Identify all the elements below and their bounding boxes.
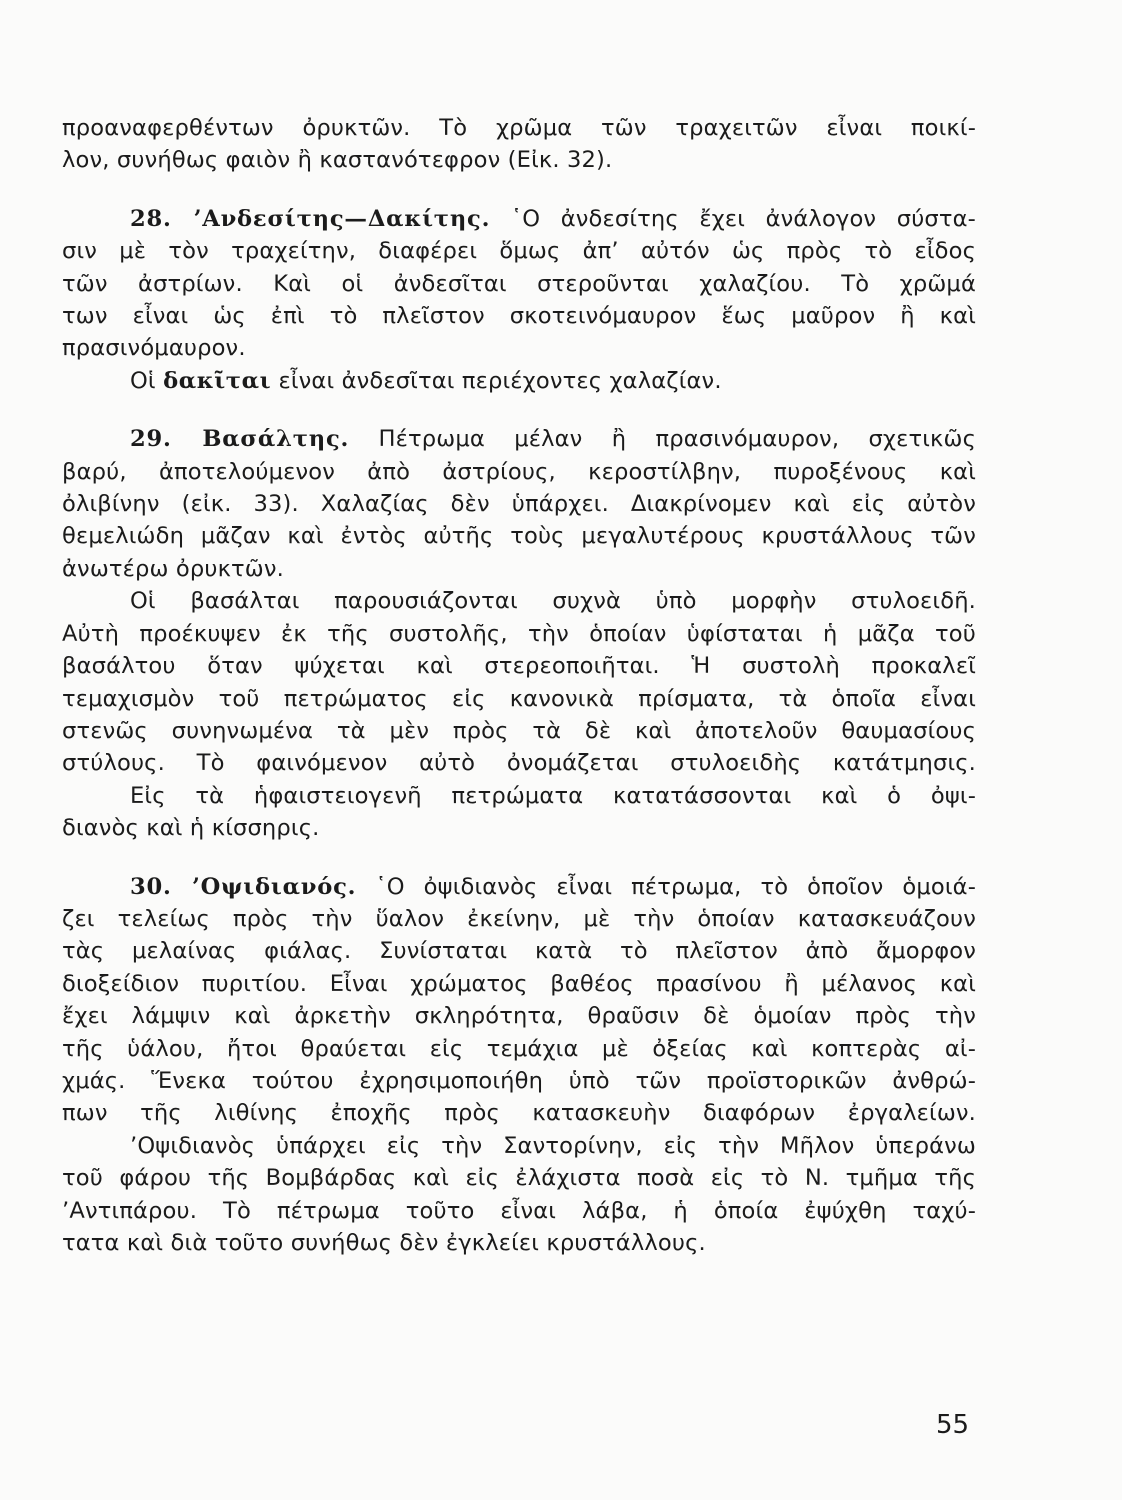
text-line: ’Αντιπάρου. Τὸ πέτρωμα τοῦτο εἶναι λάβα, ἡ ὁποία ἐψύχθη ταχύ- bbox=[62, 1197, 976, 1224]
text-line: διανὸς καὶ ἡ κίσσηρις. bbox=[62, 815, 320, 842]
page-number: 55 bbox=[936, 1410, 970, 1440]
section-30-first-line bbox=[62, 871, 976, 903]
text-span: ῾Ο ἀνδεσίτης ἔχει ἀνάλογον σύστα- bbox=[510, 205, 976, 232]
section-gap bbox=[62, 177, 976, 203]
section-28-first-line bbox=[62, 203, 976, 235]
dacite-line bbox=[62, 365, 976, 397]
section-30-heading: 30. ’Οψιδιανός. bbox=[130, 873, 357, 900]
text-span: εἶναι ἀνδεσῖται περιέχοντες χαλαζίαν. bbox=[278, 367, 722, 394]
text-line: πων τῆς λιθίνης ἐποχῆς πρὸς κατασκευὴν διαφόρων ἐργαλείων. bbox=[62, 1100, 976, 1127]
text-line: των εἶναι ὡς ἐπὶ τὸ πλεῖστον σκοτεινόμαυρον ἕως μαῦρον ἢ καὶ bbox=[62, 303, 976, 330]
text-line: τῆς ὑάλου, ἤτοι θραύεται εἰς τεμάχια μὲ ὀξείας καὶ κοπτερὰς αἰ- bbox=[62, 1035, 976, 1062]
text-line: Εἰς τὰ ἡφαιστειογενῆ πετρώματα κατατάσσονται καὶ ὁ ὀψι- bbox=[130, 782, 976, 809]
page-text bbox=[62, 112, 976, 1259]
text-line: τὰς μελαίνας φιάλας. Συνίσταται κατὰ τὸ πλεῖστον ἀπὸ ἄμορφον bbox=[62, 938, 976, 965]
text-line: προαναφερθέντων ὀρυκτῶν. Τὸ χρῶμα τῶν τραχειτῶν εἶναι ποικί- bbox=[62, 115, 976, 141]
text-line: στύλους. Τὸ φαινόμενον αὐτὸ ὀνομάζεται στυλοειδὴς κατάτμησις. bbox=[62, 750, 976, 777]
text-line: τεμαχισμὸν τοῦ πετρώματος εἰς κανονικὰ πρίσματα, τὰ ὁποῖα εἶναι bbox=[62, 685, 976, 712]
text-line: τῶν ἀστρίων. Καὶ οἱ ἀνδεσῖται στεροῦνται χαλαζίου. Τὸ χρῶμά bbox=[62, 270, 976, 297]
text-line: χμάς. Ἕνεκα τούτου ἐχρησιμοποιήθη ὑπὸ τῶν προϊστορικῶν ἀνθρώ- bbox=[62, 1067, 976, 1094]
text-span: Πέτρωμα μέλαν ἢ πρασινόμαυρον, σχετικῶς bbox=[378, 426, 976, 453]
text-line: βασάλτου ὅταν ψύχεται καὶ στερεοποιῆται. Ἡ συστολὴ προκαλεῖ bbox=[62, 653, 976, 680]
section-29-heading: 29. Βασάλτης. bbox=[130, 426, 350, 453]
section-gap bbox=[62, 845, 976, 871]
text-line: θεμελιώδη μᾶζαν καὶ ἐντὸς αὐτῆς τοὺς μεγαλυτέρους κρυστάλλους τῶν bbox=[62, 523, 976, 550]
section-29-first-line bbox=[62, 423, 976, 455]
section-28-heading: 28. ’Ανδεσίτης—Δακίτης. bbox=[130, 205, 491, 232]
text-line: ζει τελείως πρὸς τὴν ὕαλον ἐκείνην, μὲ τὴν ὁποίαν κατασκευάζουν bbox=[62, 905, 976, 932]
text-line: στενῶς συνηνωμένα τὰ μὲν πρὸς τὰ δὲ καὶ ἀποτελοῦν θαυμασίους bbox=[62, 717, 976, 744]
text-line: λον, συνήθως φαιὸν ἢ καστανότεφρον (Εἰκ. 32). bbox=[62, 147, 613, 174]
text-line: ὀλιβίνην (εἰκ. 33). Χαλαζίας δὲν ὑπάρχει. Διακρίνομεν καὶ εἰς αὐτὸν bbox=[62, 491, 976, 518]
dacite-term: δακῖται bbox=[163, 367, 272, 394]
text-line: σιν μὲ τὸν τραχείτην, διαφέρει ὅμως ἀπ’ αὐτόν ὡς πρὸς τὸ εἶδος bbox=[62, 238, 976, 265]
text-line: ἀνωτέρω ὀρυκτῶν. bbox=[62, 555, 284, 582]
text-line: Αὐτὴ προέκυψεν ἐκ τῆς συστολῆς, τὴν ὁποίαν ὑφίσταται ἡ μᾶζα τοῦ bbox=[62, 620, 976, 647]
text-line: ἔχει λάμψιν καὶ ἀρκετὴν σκληρότητα, θραῦσιν δὲ ὁμοίαν πρὸς τὴν bbox=[62, 1003, 976, 1030]
text-line: Οἱ βασάλται παρουσιάζονται συχνὰ ὑπὸ μορφὴν στυλοειδῆ. bbox=[130, 588, 976, 615]
text-line: τοῦ φάρου τῆς Βομβάρδας καὶ εἰς ἐλάχιστα ποσὰ εἰς τὸ Ν. τμῆμα τῆς bbox=[62, 1165, 976, 1192]
text-line: βαρύ, ἀποτελούμενον ἀπὸ ἀστρίους, κεροστίλβην, πυροξένους καὶ bbox=[62, 458, 976, 485]
text-line: πρασινόμαυρον. bbox=[62, 335, 246, 362]
text-line: τατα καὶ διὰ τοῦτο συνήθως δὲν ἐγκλείει κρυστάλλους. bbox=[62, 1230, 706, 1256]
text-span: Οἱ bbox=[130, 367, 156, 394]
text-line: διοξείδιον πυριτίου. Εἶναι χρώματος βαθέος πρασίνου ἢ μέλανος καὶ bbox=[62, 970, 976, 997]
text-line: ’Οψιδιανὸς ὑπάρχει εἰς τὴν Σαντορίνην, εἰς τὴν Μῆλον ὑπεράνω bbox=[130, 1132, 976, 1159]
section-gap bbox=[62, 397, 976, 423]
text-span: ῾Ο ὀψιδιανὸς εἶναι πέτρωμα, τὸ ὁποῖον ὁμοιά- bbox=[375, 873, 976, 900]
